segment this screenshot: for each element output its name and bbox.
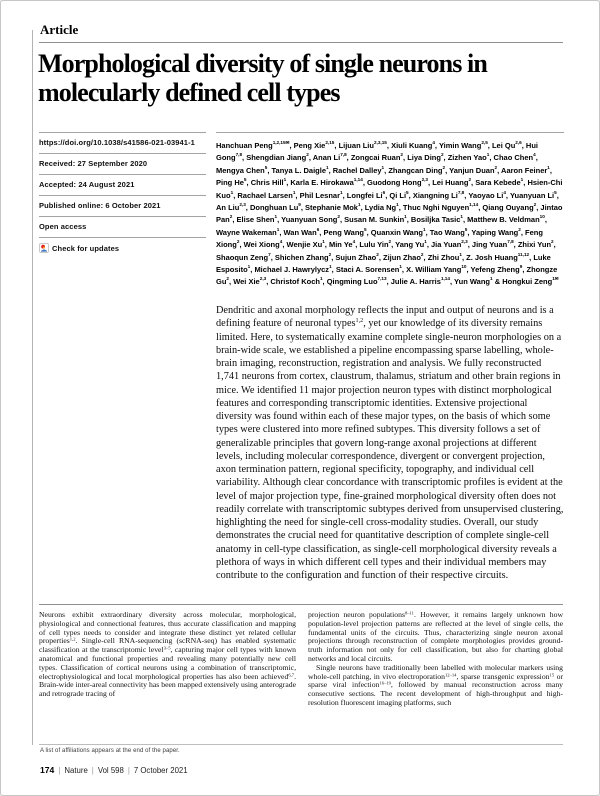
author: Wayne Wakeman$^1$ [216, 226, 280, 237]
author: Zhongze Gu$^2$ [216, 265, 558, 287]
author: Luke Esposito$^1$ [216, 252, 551, 275]
author: Peng Wang$^5$ [323, 226, 367, 237]
author: Qi Li$^5$ [389, 189, 409, 200]
article-kicker: Article [40, 22, 79, 37]
body-right-column [308, 611, 563, 708]
doi-link[interactable]: https://doi.org/10.1038/s41586-021-03941-1 [39, 132, 206, 153]
author: Yaping Wang$^2$ [471, 226, 521, 237]
author: Longfei Li$^6$ [346, 189, 386, 200]
page-number: 174 [40, 765, 55, 775]
author: Wei Xie$^{2,3}$ [233, 276, 267, 287]
author: Tanya L. Daigle$^1$ [271, 164, 329, 175]
journal-name: Nature [64, 766, 88, 775]
author: Staci A. Sorensen$^1$ [335, 264, 402, 275]
author: Wan Wan$^6$ [283, 226, 320, 237]
check-for-updates-button[interactable] [39, 237, 206, 259]
author: Rachel Dalley$^1$ [332, 164, 385, 175]
author: An Liu$^{2,3}$ [216, 202, 246, 213]
author: Lijuan Liu$^{2,3,15}$ [338, 140, 387, 150]
author: Liya Ding$^2$ [407, 152, 444, 163]
left-margin-rule [32, 30, 33, 745]
author: Michael J. Hawrylycz$^1$ [254, 264, 332, 275]
author: Aaron Feiner$^1$ [501, 164, 550, 175]
author: Qingming Luo$^{7,13}$ [326, 276, 387, 287]
author: Yuanyuan Li$^5$ [509, 189, 557, 200]
volume-label: Vol 598 [97, 766, 124, 775]
author: Xiuli Kuang$^4$ [391, 140, 435, 150]
author: Hsien-Chi Kuo$^1$ [216, 178, 563, 200]
author: Christof Koch$^1$ [270, 276, 323, 287]
author: Lulu Yin$^2$ [359, 239, 392, 250]
author: Karla E. Hirokawa$^{1,14}$ [290, 177, 363, 188]
author: Donghuan Lu$^9$ [249, 202, 301, 213]
body-paragraph: Single neurons have traditionally been labelled with molecular markers using whole-cell patching, in vivo electroporation$^{12-14}$, sparse transgenic expression$^{15}$ or sparse viral infection$^{16-19}$, followed by manual reconstruction across many consecutive sections. The recent development of high-throughput and high-resolution fluorescent imaging platforms, such [308, 662, 564, 707]
author: Xiangning Li$^{7,8}$ [412, 189, 465, 200]
author: Sujun Zhao$^2$ [335, 251, 379, 262]
author: Chao Chen$^4$ [493, 152, 536, 163]
author: Hui Gong$^{7,8}$ [216, 141, 539, 163]
author: Yang Yu$^1$ [395, 239, 427, 250]
author: Feng Xiong$^2$ [216, 227, 543, 250]
author: Julie A. Harris$^{1,14}$ [390, 276, 450, 287]
author: Anan Li$^{7,8}$ [312, 152, 347, 163]
author: Shichen Zhang$^2$ [274, 251, 332, 262]
author: Peng Xie$^{2,15}$ [293, 140, 335, 150]
page-title: Morphological diversity of single neurons in molecularly defined cell types [38, 49, 487, 107]
author: Zizhen Yao$^1$ [447, 152, 490, 163]
author: Zhangcan Ding$^2$ [388, 164, 446, 175]
author: Jia Yuan$^{2,3}$ [430, 239, 468, 250]
affiliation-divider [39, 744, 563, 745]
footer-separator: | [91, 766, 94, 775]
author: Mengya Chen$^5$ [216, 164, 268, 175]
body-paragraph: projection neuron populations$^{8-11}$. However, it remains largely unknown how population-level projection patterns are reflected at the level of single cells, the fundamental units of the circuits. Thus, characterizing single neuron axonal projections through reconstruction of complete morphologies provides ground-truth information not only for cell classification, but also for charting global networks and local circuits. [308, 610, 564, 663]
author: Jing Yuan$^{7,8}$ [471, 239, 514, 250]
author: Hongkui Zeng$^{1✉}$ [502, 276, 559, 287]
author: Lei Huang$^2$ [432, 177, 472, 188]
author: Tao Wang$^5$ [429, 226, 468, 237]
author-list: Hanchuan Peng$^{1,2,15✉}$, Peng Xie$^{2,15}$, Lijuan Liu$^{2,3,15}$, Xiuli Kuang$^4$, Yimin Wang$^{2,5}$, Lei Qu$^{2,6}$, Hui Gong$^{7,8}$, Shengdian Jiang$^2$, Anan Li$^{7,8}$, Zongcai Ruan$^2$, Liya Ding$^2$, Zizhen Yao$^1$, Chao Chen$^4$, Mengya Chen$^5$, Tanya L. Daigle$^1$, Rachel Dalley$^1$, Zhangcan Ding$^2$, Yanjun Duan$^2$, Aaron Feiner$^1$, Ping He$^5$, Chris Hill$^1$, Karla E. Hirokawa$^{1,14}$, Guodong Hong$^{2,3}$, Lei Huang$^2$, Sara Kebede$^1$, Hsien-Chi Kuo$^1$, Rachael Larsen$^1$, Phil Lesnar$^1$, Longfei Li$^6$, Qi Li$^5$, Xiangning Li$^{7,8}$, Yaoyao Li$^4$, Yuanyuan Li$^5$, An Liu$^{2,3}$, Donghuan Lu$^9$, Stephanie Mok$^1$, Lydia Ng$^1$, Thuc Nghi Nguyen$^{1,14}$, Qiang Ouyang$^2$, Jintao Pan$^2$, Elise Shen$^1$, Yuanyuan Song$^2$, Susan M. Sunkin$^1$, Bosiljka Tasic$^1$, Matthew B. Veldman$^{10}$, Wayne Wakeman$^1$, Wan Wan$^6$, Peng Wang$^5$, Quanxin Wang$^1$, Tao Wang$^5$, Yaping Wang$^2$, Feng Xiong$^2$, Wei Xiong$^4$, Wenjie Xu$^1$, Min Ye$^4$, Lulu Yin$^2$, Yang Yu$^1$, Jia Yuan$^{2,3}$, Jing Yuan$^{7,8}$, Zhixi Yun$^2$, Shaoqun Zeng$^7$, Shichen Zhang$^2$, Sujun Zhao$^2$, Zijun Zhao$^2$, Zhi Zhou$^1$, Z. Josh Huang$^{11,12}$, Luke Esposito$^1$, Michael J. Hawrylycz$^1$, Staci A. Sorensen$^1$, X. William Yang$^{10}$, Yefeng Zheng$^9$, Zhongze Gu$^2$, Wei Xie$^{2,3}$, Christof Koch$^1$, Qingming Luo$^{7,13}$, Julie A. Harris$^{1,14}$, Yun Wang$^1$ & Hongkui Zeng$^{1✉}$ [216, 132, 564, 289]
author: Elise Shen$^1$ [236, 214, 278, 225]
author: Sara Kebede$^1$ [475, 177, 524, 188]
author: Yuanyuan Song$^2$ [281, 214, 340, 225]
author: Lydia Ng$^1$ [364, 202, 399, 213]
author: Z. Josh Huang$^{11,12}$ [466, 251, 530, 262]
author: Zongcai Ruan$^2$ [350, 152, 404, 163]
received-date: Received: 27 September 2020 [39, 153, 206, 174]
author: Lei Qu$^{2,6}$ [491, 140, 522, 150]
author: Bosiljka Tasic$^1$ [410, 214, 463, 225]
kicker-divider [39, 42, 563, 43]
author: Yefeng Zheng$^9$ [470, 264, 523, 275]
author: Wei Xiong$^4$ [243, 239, 283, 250]
accepted-date: Accepted: 24 August 2021 [39, 174, 206, 195]
footer-separator: | [127, 766, 130, 775]
author: Yaoyao Li$^4$ [468, 189, 506, 200]
author: Zhi Zhou$^1$ [427, 251, 462, 262]
check-for-updates-label: Check for updates [52, 243, 120, 253]
author: Guodong Hong$^{2,3}$ [366, 177, 429, 188]
author: Min Ye$^4$ [328, 239, 356, 250]
author: Jintao Pan$^2$ [216, 203, 563, 225]
author: Yun Wang$^1$ [454, 276, 493, 287]
author: Shengdian Jiang$^2$ [246, 152, 309, 163]
author: Qiang Ouyang$^2$ [482, 202, 537, 213]
body-left-column [39, 611, 296, 699]
author: Zhixi Yun$^2$ [517, 239, 554, 250]
author: Matthew B. Veldman$^{10}$ [467, 214, 545, 225]
author: Stephanie Mok$^1$ [305, 202, 361, 213]
body-paragraph: Neurons exhibit extraordinary diversity across molecular, morphological, physiological and connectional features, thus accurate classification and mapping of cell types needs to consider and integrate these distinct yet related cellular properties$^{1,2}$. Single-cell RNA-sequencing (scRNA-seq) has enabled systematic classification at the transcriptomic level$^{3-5}$, capturing major cell types with known anatomical and functional properties and revealing many potentially new cell types. Classification of cortical neurons using a combination of transcriptomic, electrophysiological and local morphological properties has also been achieved$^{6,7}$. Brain-wide inter-areal connectivity has been mapped extensively using anterograde and retrograde tracing of [39, 610, 296, 699]
author: Yanjun Duan$^2$ [449, 164, 498, 175]
author: Quanxin Wang$^1$ [370, 226, 426, 237]
author: Ping He$^5$ [216, 177, 247, 188]
affiliation-note: A list of affiliations appears at the end of the paper. [40, 748, 180, 754]
author: Wenjie Xu$^1$ [286, 239, 325, 250]
issue-date: 7 October 2021 [133, 766, 188, 775]
author: Thuc Nghi Nguyen$^{1,14}$ [402, 202, 479, 213]
published-date: Published online: 6 October 2021 [39, 195, 206, 216]
body-section-divider [39, 604, 563, 605]
author: Hanchuan Peng$^{1,2,15✉}$ [216, 140, 290, 150]
page-footer [40, 765, 188, 775]
open-access-label: Open access [39, 216, 206, 237]
metadata-column [39, 132, 206, 259]
author: Shaoqun Zeng$^7$ [216, 251, 271, 262]
author: Chris Hill$^1$ [250, 177, 287, 188]
abstract-text: Dendritic and axonal morphology reflects the input and output of neurons and is a defining feature of neuronal types$^{1,2}$, yet our knowledge of its diversity remains limited. Here, to systematically examine complete single-neuron morphologies on a brain-wide scale, we established a pipeline encompassing sparse labelling, whole-brain imaging, reconstruction, registration and analysis. We fully reconstructed 1,741 neurons from cortex, claustrum, thalamus, striatum and other brain regions in mice. We identified 11 major projection neuron types with distinct morphological features and corresponding transcriptomic identities. Extensive projectional diversity was found within each of these major types, on the basis of which some types were clustered into more refined subtypes. This diversity follows a set of generalizable principles that govern long-range axonal projections at different levels, including molecular correspondence, divergent or convergent projection, axon termination pattern, regional specificity, topography, and individual cell variability. Although clear concordance with transcriptomic profiles is evident at the level of major projection type, fine-grained morphological diversity often does not readily correlate with transcriptomic subtypes derived from unsupervised clustering, highlighting the need for single-cell cross-modality studies. Overall, our study demonstrates the crucial need for quantitative description of complete single-cell anatomy in cell-type classification, as single-cell morphological diversity reveals a plethora of ways in which different cell types and their individual members may contribute to the configuration and function of their respective circuits. [216, 305, 564, 581]
author: Phil Lesnar$^1$ [299, 189, 343, 200]
footer-separator: | [58, 766, 61, 775]
author: Yimin Wang$^{2,5}$ [438, 140, 488, 150]
author: Zijun Zhao$^2$ [383, 251, 424, 262]
crossmark-icon [39, 243, 49, 253]
author: Rachael Larsen$^1$ [237, 189, 296, 200]
author: X. William Yang$^{10}$ [406, 264, 467, 275]
author: Susan M. Sunkin$^1$ [344, 214, 407, 225]
